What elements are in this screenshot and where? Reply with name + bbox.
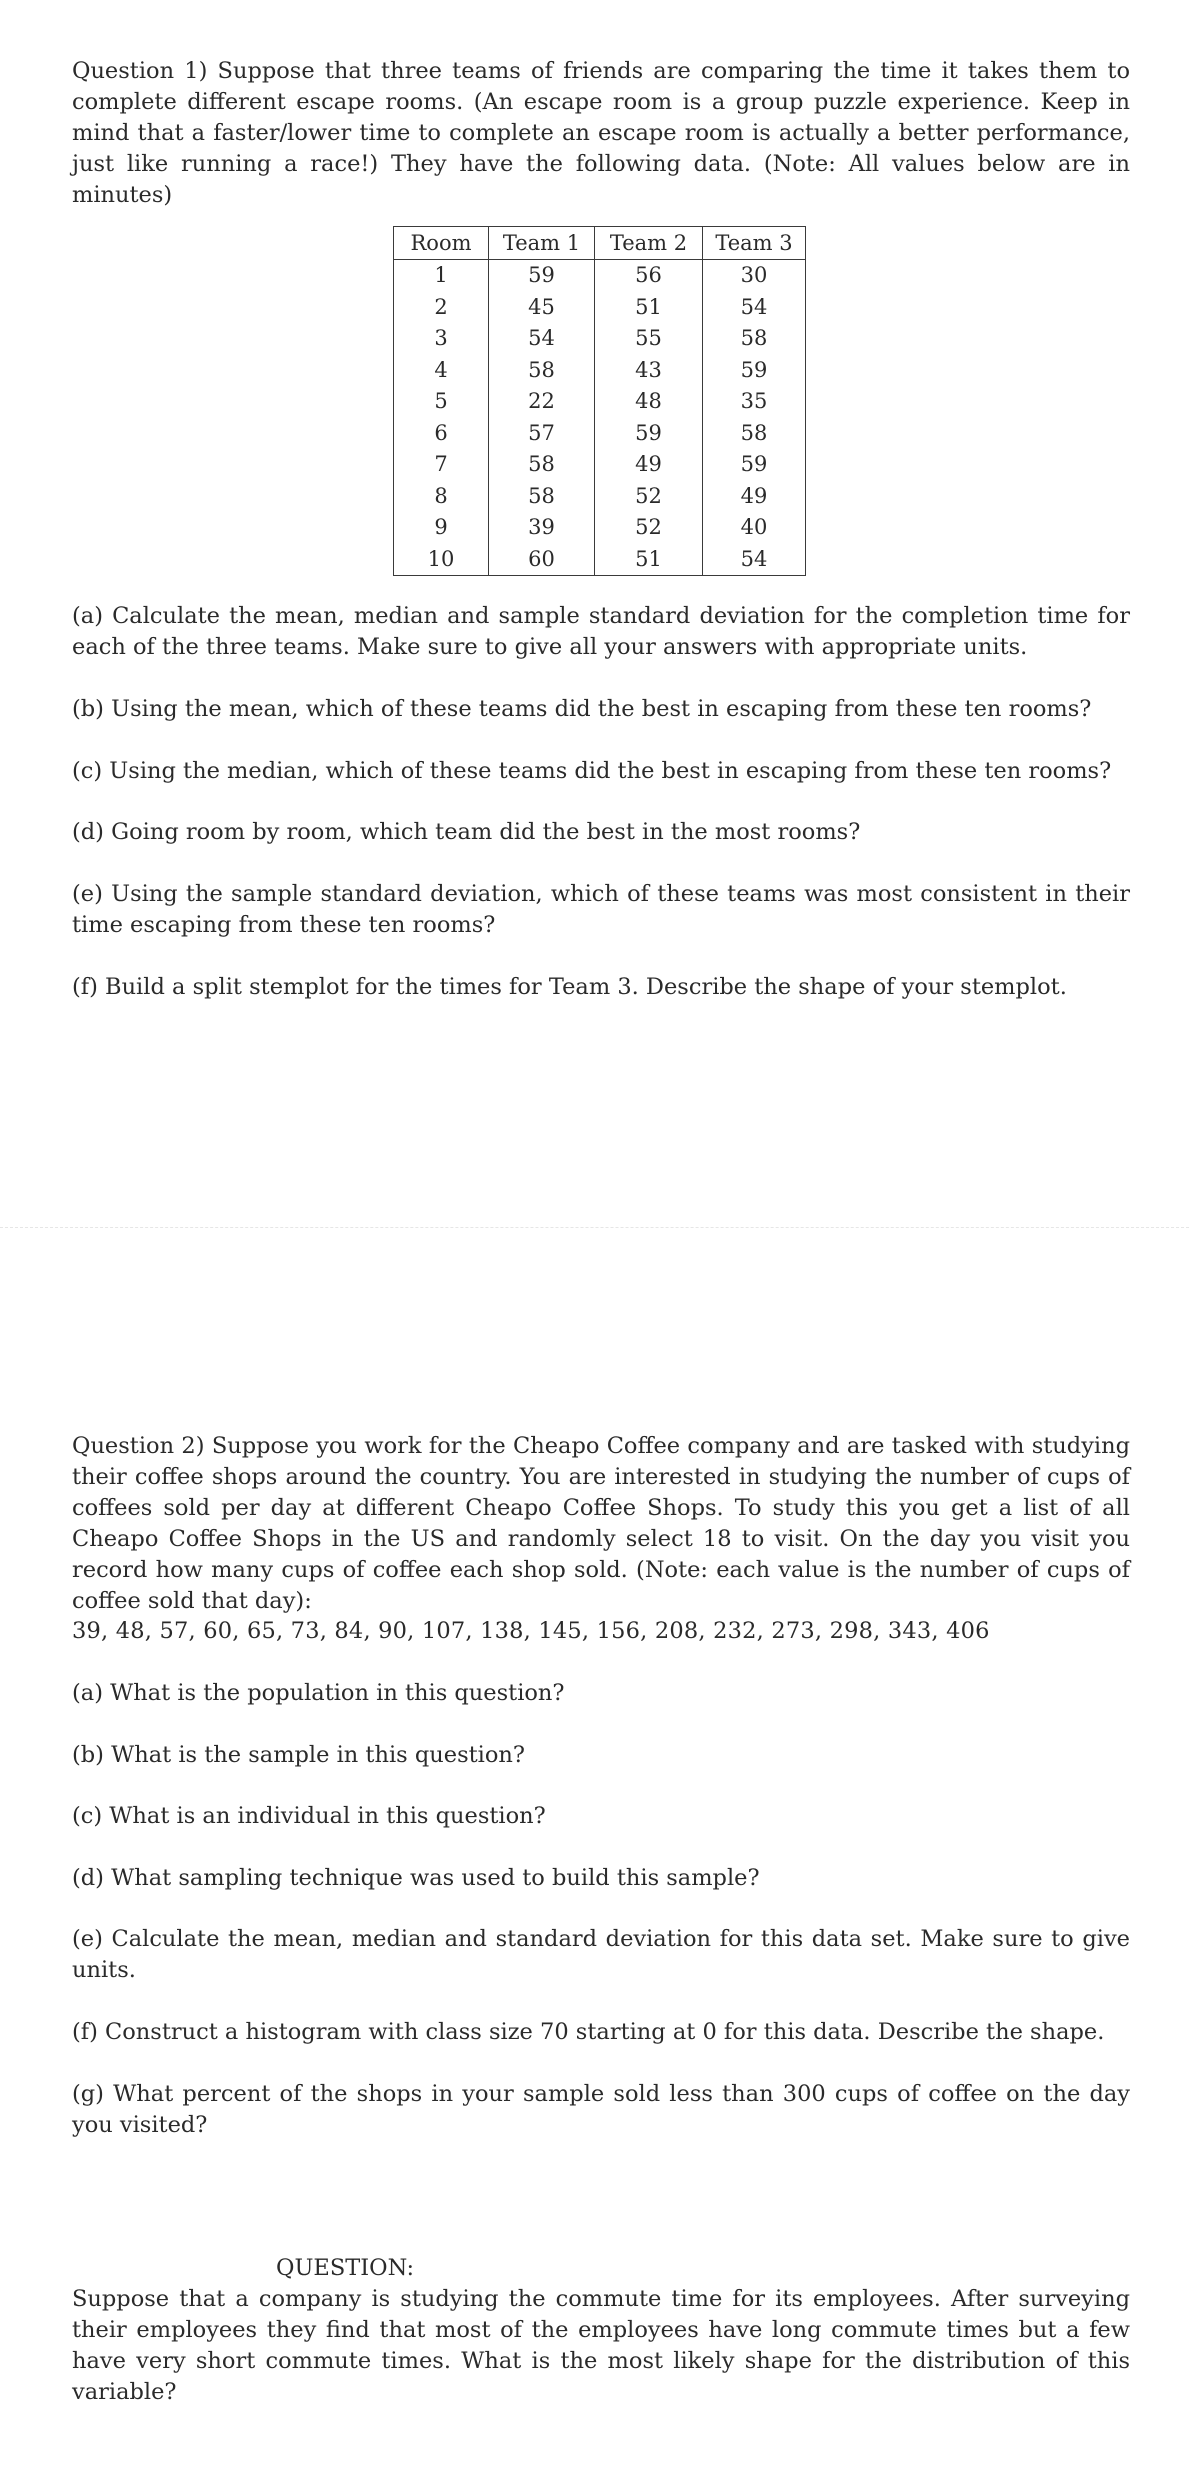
table-cell: 52 — [595, 512, 703, 544]
header-team-1: Team 1 — [489, 227, 595, 260]
table-cell: 6 — [394, 417, 489, 449]
table-cell: 59 — [703, 449, 806, 481]
question-1-part-e: (e) Using the sample standard deviation, which of these teams was most consistent in their time escaping from these ten rooms? — [72, 881, 1130, 938]
table-row — [394, 480, 806, 512]
table-cell: 60 — [489, 543, 595, 575]
question-1-part-c: (c) Using the median, which of these teams did the best in escaping from these ten rooms? — [72, 758, 1112, 784]
table-cell: 49 — [703, 480, 806, 512]
question-2-part-a: (a) What is the population in this question? — [72, 1680, 565, 1706]
table-cell: 57 — [489, 417, 595, 449]
table-cell: 59 — [703, 354, 806, 386]
table-cell: 56 — [595, 259, 703, 291]
table-cell: 45 — [489, 291, 595, 323]
header-room: Room — [394, 227, 489, 260]
question-2-part-b: (b) What is the sample in this question? — [72, 1742, 525, 1768]
table-cell: 54 — [489, 323, 595, 355]
question-2-part-d: (d) What sampling technique was used to build this sample? — [72, 1865, 760, 1891]
table-cell: 22 — [489, 386, 595, 418]
table-cell: 59 — [595, 417, 703, 449]
table-cell: 43 — [595, 354, 703, 386]
table-row — [394, 543, 806, 575]
table-row — [394, 417, 806, 449]
table-cell: 51 — [595, 291, 703, 323]
table-cell: 54 — [703, 543, 806, 575]
question-3-label: QUESTION: — [276, 2255, 415, 2281]
table-cell: 51 — [595, 543, 703, 575]
table-cell: 48 — [595, 386, 703, 418]
table-row — [394, 354, 806, 386]
table-cell: 55 — [595, 323, 703, 355]
question-1-part-f: (f) Build a split stemplot for the times for Team 3. Describe the shape of your stemplot. — [72, 974, 1067, 1000]
question-1-part-a: (a) Calculate the mean, median and sample standard deviation for the completion time for each of the three teams. Make sure to give all your answers with appropriate units. — [72, 603, 1130, 660]
table-row — [394, 512, 806, 544]
question-3-text: Suppose that a company is studying the commute time for its employees. After surveying their employees they find that most of the employees have long commute times but a few have very short commute times. What is the most likely shape for the distribution of this variable? — [72, 2286, 1130, 2405]
escape-room-table — [393, 226, 806, 576]
table-row — [394, 323, 806, 355]
question-1-part-b: (b) Using the mean, which of these teams did the best in escaping from these ten rooms? — [72, 696, 1092, 722]
table-cell: 58 — [489, 449, 595, 481]
table-cell: 58 — [489, 354, 595, 386]
question-2-part-f: (f) Construct a histogram with class size 70 starting at 0 for this data. Describe the shape. — [72, 2019, 1105, 2045]
table-cell: 10 — [394, 543, 489, 575]
header-team-2: Team 2 — [595, 227, 703, 260]
table-cell: 59 — [489, 259, 595, 291]
table-row — [394, 259, 806, 291]
table-cell: 8 — [394, 480, 489, 512]
question-1-part-d: (d) Going room by room, which team did the best in the most rooms? — [72, 819, 861, 845]
table-cell: 4 — [394, 354, 489, 386]
table-cell: 52 — [595, 480, 703, 512]
table-cell: 3 — [394, 323, 489, 355]
table-cell: 58 — [703, 417, 806, 449]
table-cell: 40 — [703, 512, 806, 544]
table-cell: 7 — [394, 449, 489, 481]
table-cell: 30 — [703, 259, 806, 291]
table-cell: 58 — [489, 480, 595, 512]
table-row — [394, 449, 806, 481]
page-divider — [0, 1227, 1189, 1228]
question-2-part-e: (e) Calculate the mean, median and standard deviation for this data set. Make sure to give units. — [72, 1926, 1130, 1983]
header-team-3: Team 3 — [703, 227, 806, 260]
question-2-intro: Question 2) Suppose you work for the Cheapo Coffee company and are tasked with studying their coffee shops around the country. You are interested in studying the number of cups of coffees sold per day at different Cheapo Coffee Shops. To study this you get a list of all Cheapo Coffee Shops in the US and randomly select 18 to visit. On the day you visit you record how many cups of coffee each shop sold. (Note: each value is the number of cups of coffee sold that day): — [72, 1433, 1130, 1614]
table-cell: 39 — [489, 512, 595, 544]
question-2-part-c: (c) What is an individual in this question? — [72, 1803, 546, 1829]
table-cell: 5 — [394, 386, 489, 418]
table-cell: 54 — [703, 291, 806, 323]
question-2-part-g: (g) What percent of the shops in your sample sold less than 300 cups of coffee on the day you visited? — [72, 2081, 1130, 2138]
table-row — [394, 291, 806, 323]
table-cell: 49 — [595, 449, 703, 481]
question-1-intro: Question 1) Suppose that three teams of friends are comparing the time it takes them to complete different escape rooms. (An escape room is a group puzzle experience. Keep in mind that a faster/lower time to complete an escape room is actually a better performance, just like running a race!) They have the following data. (Note: All values below are in minutes) — [72, 58, 1130, 208]
table-header-row — [394, 227, 806, 260]
table-cell: 1 — [394, 259, 489, 291]
table-cell: 9 — [394, 512, 489, 544]
coffee-data-values: 39, 48, 57, 60, 65, 73, 84, 90, 107, 138, 145, 156, 208, 232, 273, 298, 343, 406 — [72, 1618, 990, 1644]
table-cell: 35 — [703, 386, 806, 418]
table-cell: 2 — [394, 291, 489, 323]
table-row — [394, 386, 806, 418]
table-cell: 58 — [703, 323, 806, 355]
